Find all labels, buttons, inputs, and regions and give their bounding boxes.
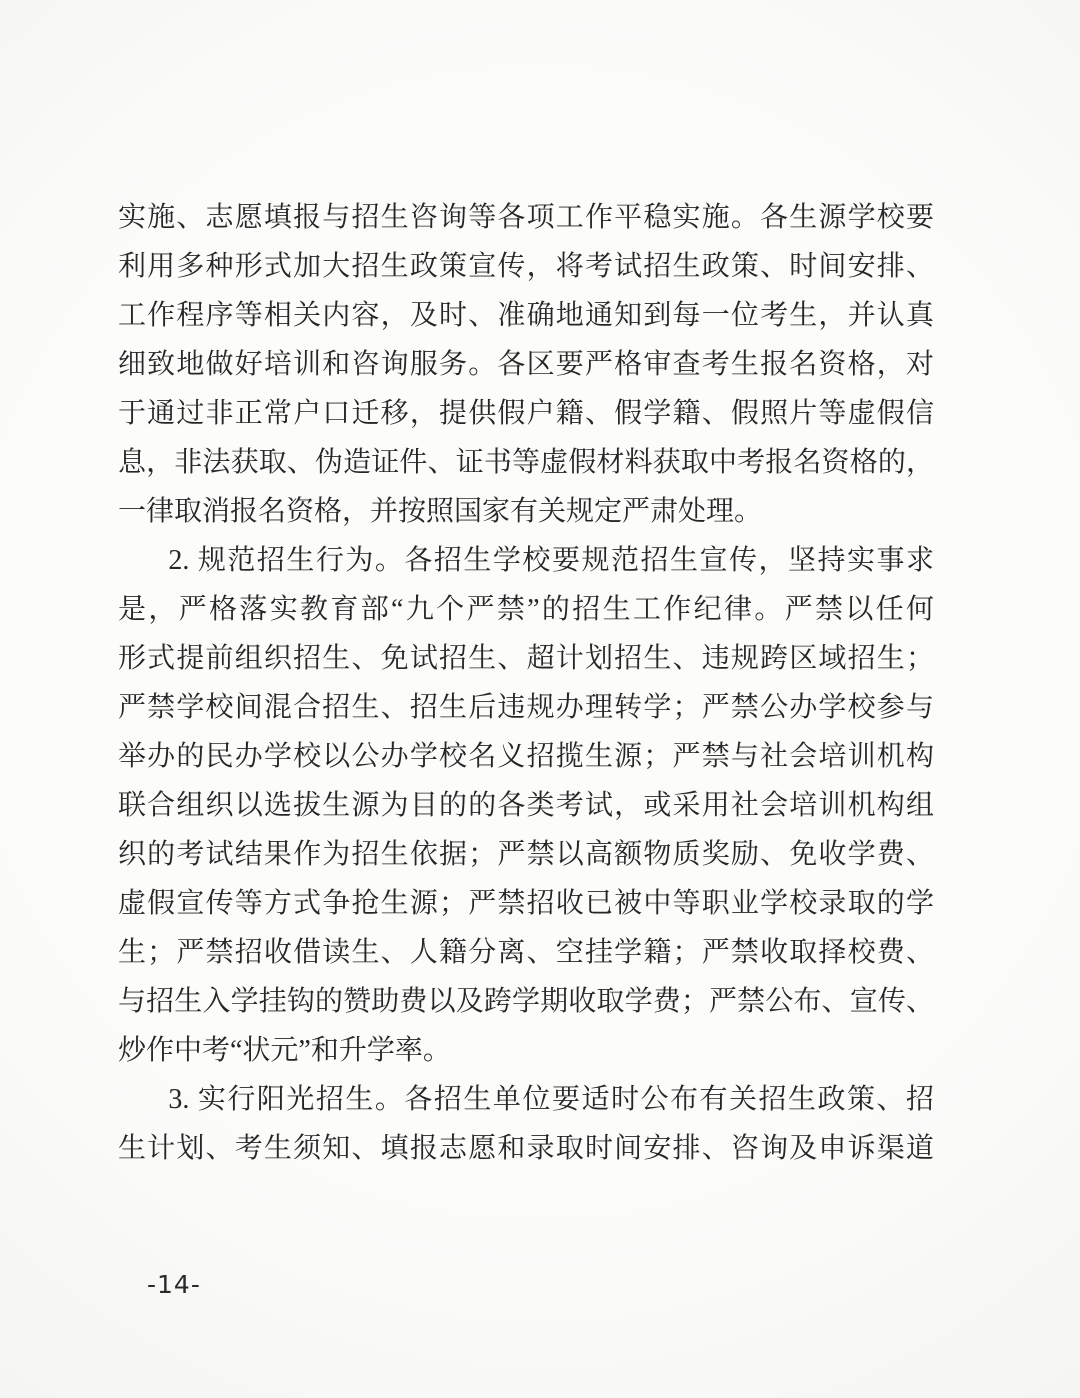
text-line: 利用多种形式加大招生政策宣传，将考试招生政策、时间安排、 [118, 251, 934, 282]
text-line: 3. 实行阳光招生。各招生单位要适时公布有关招生政策、招 [168, 1084, 934, 1115]
document-body-text [118, 193, 934, 1173]
text-line: 生计划、考生须知、填报志愿和录取时间安排、咨询及申诉渠道 [118, 1133, 934, 1164]
text-line: 息，非法获取、伪造证件、证书等虚假材料获取中考报名资格的， [118, 447, 934, 478]
text-line: 生；严禁招收借读生、人籍分离、空挂学籍；严禁收取择校费、 [118, 937, 934, 968]
text-line: 与招生入学挂钩的赞助费以及跨学期收取学费；严禁公布、宣传、 [118, 986, 934, 1017]
text-line: 形式提前组织招生、免试招生、超计划招生、违规跨区域招生； [118, 643, 934, 674]
text-line: 虚假宣传等方式争抢生源；严禁招收已被中等职业学校录取的学 [118, 888, 934, 919]
text-line: 织的考试结果作为招生依据；严禁以高额物质奖励、免收学费、 [118, 839, 934, 870]
text-line: 是，严格落实教育部“九个严禁”的招生工作纪律。严禁以任何 [118, 594, 934, 625]
text-line: 于通过非正常户口迁移，提供假户籍、假学籍、假照片等虚假信 [118, 398, 934, 429]
text-line: 联合组织以选拔生源为目的的各类考试，或采用社会培训机构组 [118, 790, 934, 821]
text-line: 举办的民办学校以公办学校名义招揽生源；严禁与社会培训机构 [118, 741, 934, 772]
text-line: 严禁学校间混合招生、招生后违规办理转学；严禁公办学校参与 [118, 692, 934, 723]
text-line: 工作程序等相关内容，及时、准确地通知到每一位考生，并认真 [118, 300, 934, 331]
text-line: 细致地做好培训和咨询服务。各区要严格审查考生报名资格，对 [118, 349, 934, 380]
text-line: 2. 规范招生行为。各招生学校要规范招生宣传，坚持实事求 [168, 545, 934, 576]
page-number: -14- [147, 1270, 201, 1299]
text-line: 炒作中考“状元”和升学率。 [118, 1035, 451, 1066]
text-line: 一律取消报名资格，并按照国家有关规定严肃处理。 [118, 496, 763, 527]
text-line: 实施、志愿填报与招生咨询等各项工作平稳实施。各生源学校要 [118, 202, 934, 233]
